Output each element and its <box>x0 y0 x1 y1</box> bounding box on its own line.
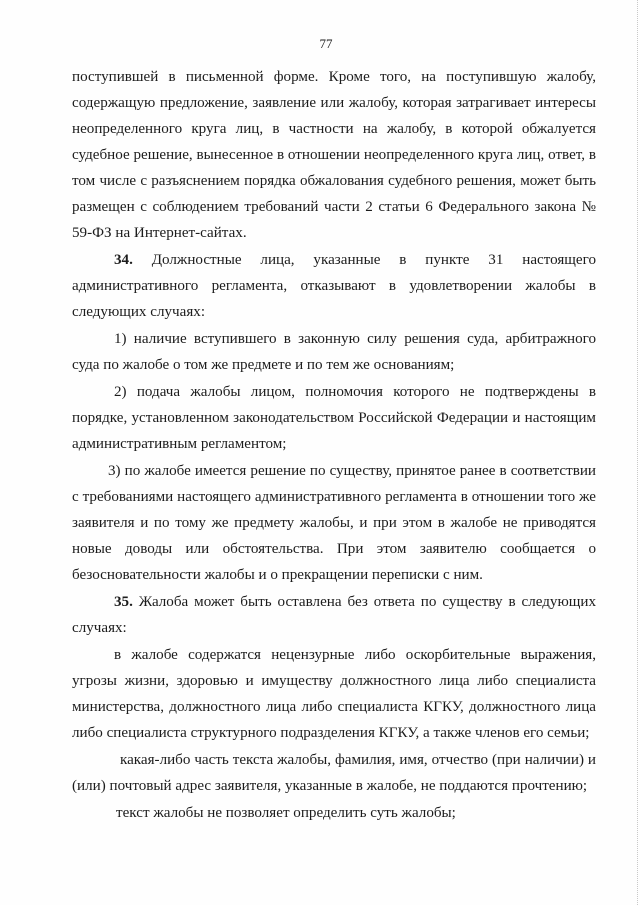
document-body <box>72 64 596 826</box>
paragraph-item-35 <box>72 589 596 641</box>
paragraph-number: 34. <box>114 252 133 268</box>
list-item-3: 3) по жалобе имеется решение по существу, принятое ранее в соответствии с требованиями настоящего административного регламента в отношении того же заявителя и по тому же предмету жалобы, и при этом в жалобе не приводятся новые доводы или обстоятельства. При этом заявителю сообщается о безосновательности жалобы и о прекращении переписки с ним. <box>72 463 596 583</box>
list-item-undeterminable: текст жалобы не позволяет определить суть жалобы; <box>116 805 456 821</box>
paragraph-item-34 <box>72 247 596 325</box>
paragraph-number: 35. <box>114 594 133 610</box>
list-item-1: 1) наличие вступившего в законную силу решения суда, арбитражного суда по жалобе о том же предмете и по тем же основаниям; <box>72 331 596 373</box>
page-number: 77 <box>319 36 333 51</box>
list-item-2: 2) подача жалобы лицом, полномочия которого не подтверждены в порядке, установленном законодательством Российской Федерации и настоящим административным регламентом; <box>72 384 596 452</box>
paragraph-text: Должностные лица, указанные в пункте 31 настоящего административного регламента, отказывают в удовлетворении жалобы в следующих случаях: <box>72 252 596 320</box>
paragraph-continuation: поступившей в письменной форме. Кроме того, на поступившую жалобу, содержащую предложение, заявление или жалобу, которая затрагивает интересы неопределенного круга лиц, в частности на жалобу, в которой обжалуется судебное решение, вынесенное в отношении неопределенного круга лиц, ответ, в том числе с разъяснением порядка обжалования судебного решения, может быть размещен с соблюдением требований части 2 статьи 6 Федерального закона № 59-ФЗ на Интернет-сайтах. <box>72 69 596 241</box>
paragraph-text: Жалоба может быть оставлена без ответа по существу в следующих случаях: <box>72 594 596 636</box>
list-item-unreadable: какая-либо часть текста жалобы, фамилия, имя, отчество (при наличии) и (или) почтовый адрес заявителя, указанные в жалобе, не поддаются прочтению; <box>72 752 596 794</box>
list-item-obscene: в жалобе содержатся нецензурные либо оскорбительные выражения, угрозы жизни, здоровью и имуществу должностного лица либо специалиста министерства, должностного лица либо специалиста КГКУ, должностного лица либо специалиста структурного подразделения КГКУ, а также членов его семьи; <box>72 647 596 741</box>
scan-edge-line <box>637 0 638 905</box>
